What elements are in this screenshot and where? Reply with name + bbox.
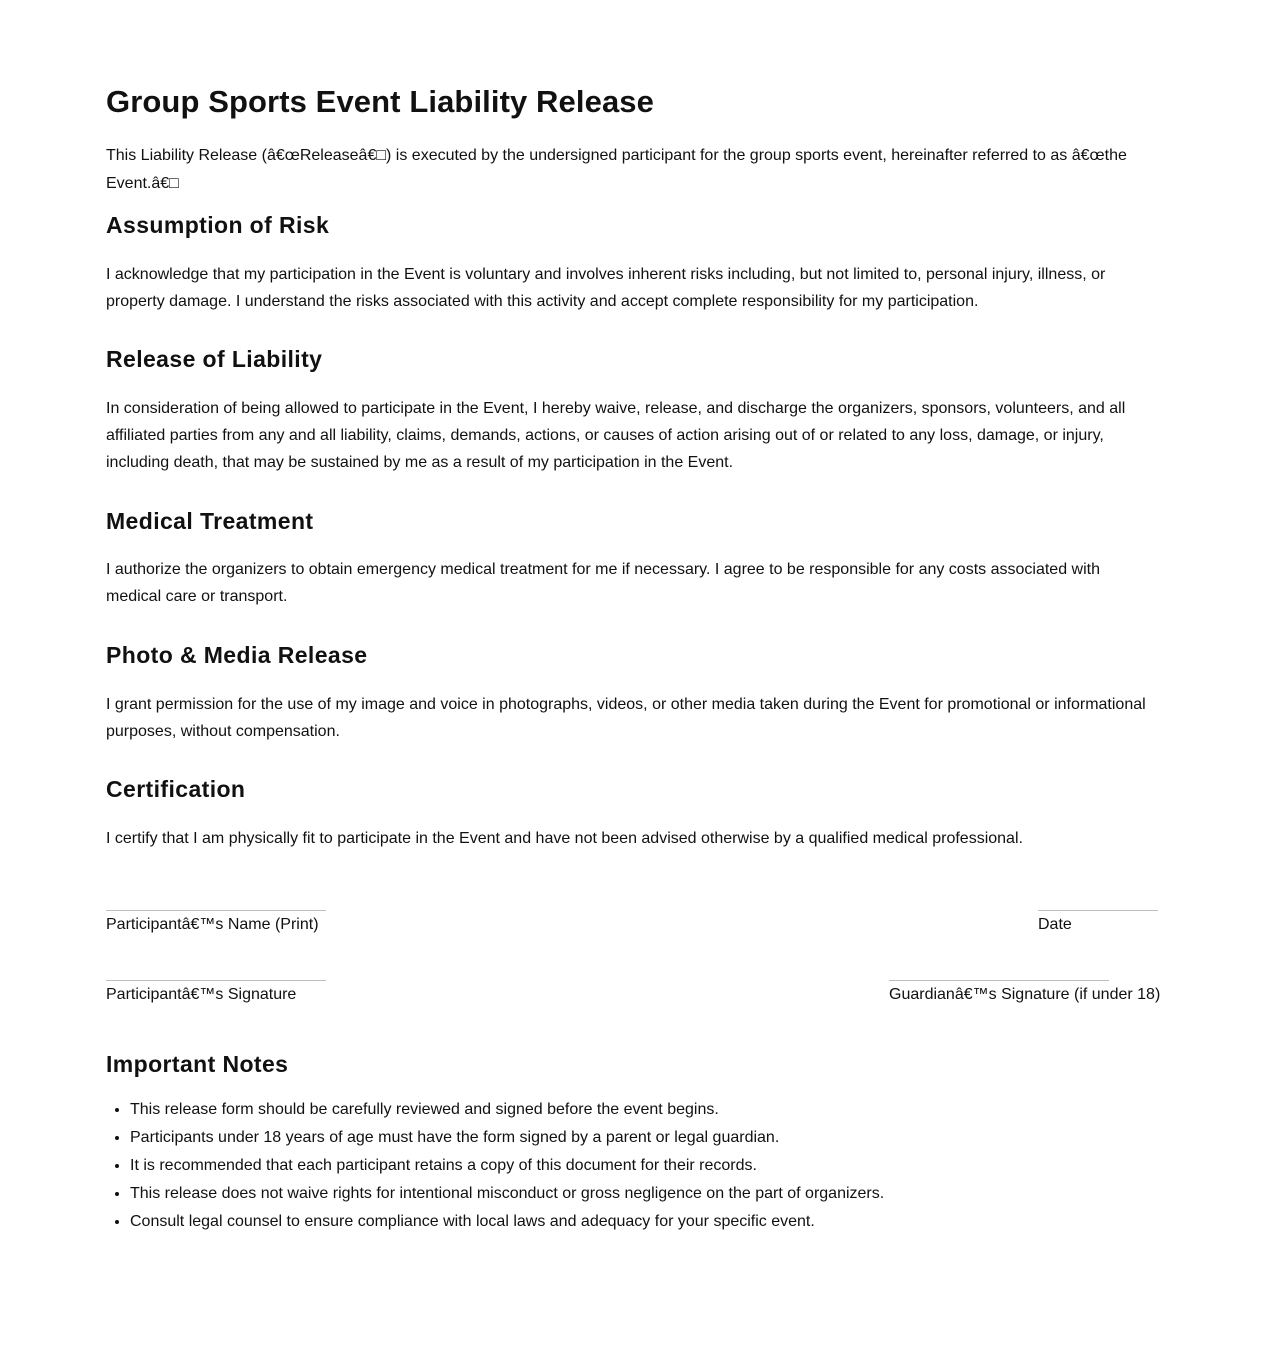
section-heading-certification: Certification — [106, 776, 246, 802]
list-item: • Participants under 18 years of age must have the form signed by a parent or legal guardian. — [130, 1124, 884, 1152]
list-item: • It is recommended that each participant retains a copy of this document for their records. — [130, 1152, 884, 1180]
section-body-assumption-of-risk: I acknowledge that my participation in the Event is voluntary and involves inherent risks including, but not limited to, personal injury, illness, or property damage. I understand the risks associated with this activity and accept complete responsibility for my participation. — [106, 266, 1106, 310]
participant-signature-field[interactable] — [106, 980, 326, 1005]
list-item: • This release does not waive rights for intentional misconduct or gross negligence on the part of organizers. — [130, 1180, 884, 1208]
list-item: • This release form should be carefully reviewed and signed before the event begins. — [130, 1096, 884, 1124]
participant-name-label: Participantâ€™s Name (Print) — [106, 916, 319, 933]
important-notes-list — [106, 1096, 884, 1236]
section-heading-photo-media-release: Photo & Media Release — [106, 642, 368, 668]
guardian-signature-line — [889, 980, 1109, 981]
section-body-photo-media-release: I grant permission for the use of my image and voice in photographs, videos, or other media taken during the Event for promotional or informational purposes, without compensation. — [106, 696, 1146, 740]
list-item: • Consult legal counsel to ensure compliance with local laws and adequacy for your specific event. — [130, 1208, 884, 1236]
section-heading-medical-treatment: Medical Treatment — [106, 508, 314, 534]
section-body-release-of-liability: In consideration of being allowed to participate in the Event, I hereby waive, release, and discharge the organizers, sponsors, volunteers, and all affiliated parties from any and all liability, claims, demands, actions, or causes of action arising out of or related to any loss, damage, or injury, including death, that may be sustained by me as a result of my participation in the Event. — [106, 400, 1126, 471]
guardian-signature-field[interactable] — [889, 980, 1160, 1005]
intro-paragraph: This Liability Release (â€œReleaseâ€□) is executed by the undersigned participant for the group sports event, hereinafter referred to as â€œthe Event.â€□ — [106, 147, 1127, 192]
section-heading-assumption-of-risk: Assumption of Risk — [106, 212, 330, 238]
important-notes-heading: Important Notes — [106, 1051, 289, 1077]
date-label: Date — [1038, 916, 1072, 933]
participant-name-field[interactable] — [106, 910, 326, 935]
section-body-certification: I certify that I am physically fit to participate in the Event and have not been advised otherwise by a qualified medical professional. — [106, 830, 1023, 847]
date-field[interactable] — [1038, 910, 1158, 935]
date-line — [1038, 910, 1158, 911]
participant-name-line — [106, 910, 326, 911]
document-title: Group Sports Event Liability Release — [106, 84, 654, 119]
section-body-medical-treatment: I authorize the organizers to obtain emergency medical treatment for me if necessary. I agree to be responsible for any costs associated with medical care or transport. — [106, 561, 1100, 605]
section-heading-release-of-liability: Release of Liability — [106, 346, 323, 372]
participant-signature-line — [106, 980, 326, 981]
guardian-signature-label: Guardianâ€™s Signature (if under 18) — [889, 986, 1161, 1003]
participant-signature-label: Participantâ€™s Signature — [106, 986, 297, 1003]
